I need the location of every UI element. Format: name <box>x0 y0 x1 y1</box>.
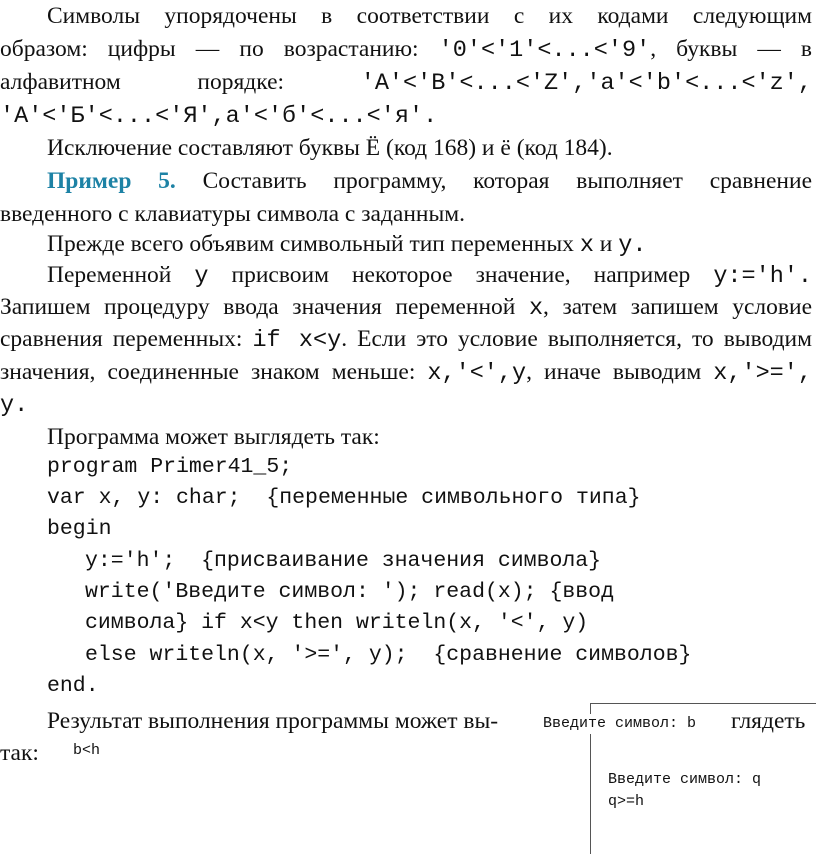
inline-code: y:='h'. <box>713 263 813 290</box>
code-line: program Primer41_5; <box>47 455 293 479</box>
paragraph-5-line-1 <box>0 259 812 293</box>
text-run: присвоим некоторое значение, например <box>231 262 691 288</box>
code-line: write('Введите символ: '); read(x); {ввод <box>85 580 614 604</box>
inline-code: x,'>=', <box>713 360 812 387</box>
paragraph-5-line-2 <box>0 291 812 325</box>
text-run: Прежде всего объявим символьный тип переменных <box>47 231 574 257</box>
text-run: , иначе выводим <box>526 359 702 385</box>
inline-code: '0'<'1'<...<'9' <box>438 37 651 64</box>
paragraph-2 <box>0 132 812 164</box>
text-run: так: <box>0 740 39 766</box>
example-label: Пример 5. <box>47 168 176 194</box>
text-run: Составить программу, которая выполняет сравнение <box>202 168 812 194</box>
code-line: var x, y: char; {переменные символьного типа} <box>47 486 641 510</box>
inline-code: x <box>528 295 544 322</box>
text-run: Переменной <box>47 262 172 288</box>
inline-code: if x<y <box>252 327 342 354</box>
text-run: Символы упорядочены в соответствии с их кодами следующим <box>47 3 812 29</box>
text-run: Исключение составляют буквы Ё (код 168) и ё (код 184). <box>47 135 613 161</box>
text-run: Программа может выглядеть так: <box>47 424 380 450</box>
text-run: алфавитном порядке: <box>0 69 285 95</box>
paragraph-5-line-3 <box>0 323 812 357</box>
inline-code: y <box>194 263 209 290</box>
text-run: введенного с клавиатуры символа с заданным. <box>0 201 466 227</box>
inline-code: 'А'<'Б'<...<'Я',а'<'б'<...<'я'. <box>0 103 438 130</box>
text-run: Результат выполнения программы может вы- <box>47 708 499 734</box>
result-line-2 <box>0 737 39 769</box>
inline-code: 'A'<'B'<...<'Z','a'<'b'<...<'z', <box>360 70 812 97</box>
output-result: b<h <box>73 742 101 759</box>
text-run: и <box>599 231 613 257</box>
paragraph-1-line-2 <box>0 33 812 67</box>
text-run: Запишем процедуру ввода значения переменной <box>0 294 516 320</box>
text-run: сравнения переменных: <box>0 326 243 352</box>
code-line: y:='h'; {присваивание значения символа} <box>85 549 602 573</box>
text-run: глядеть <box>731 708 806 734</box>
paragraph-1-line-3 <box>0 66 812 100</box>
inline-code: y. <box>0 392 29 419</box>
paragraph-6 <box>0 421 812 453</box>
paragraph-1-line-4 <box>0 99 812 133</box>
paragraph-1-line-1 <box>0 0 812 32</box>
output-prompt: Введите символ: b <box>543 715 697 732</box>
result-line-1 <box>47 705 498 737</box>
code-line: begin <box>47 517 112 541</box>
text-run: , буквы — в <box>650 36 812 62</box>
paragraph-5-line-4 <box>0 356 812 390</box>
inline-code: y. <box>618 232 647 259</box>
output-prompt: Введите символ: q <box>608 771 762 788</box>
inline-code: x,'<',y <box>427 360 527 387</box>
text-run: . Если это условие выполняется, то выводим <box>341 326 812 352</box>
text-run: образом: цифры — по возрастанию: <box>0 36 419 62</box>
text-run: значения, соединенные знаком меньше: <box>0 359 416 385</box>
example-task-line-2 <box>0 198 812 230</box>
code-line: символа} if x<y then writeln(x, '<', y) <box>85 611 589 635</box>
example-heading-line <box>0 165 812 197</box>
paragraph-4 <box>0 228 812 262</box>
code-line: else writeln(x, '>=', y); {сравнение символов} <box>85 643 692 667</box>
paragraph-5-line-5 <box>0 388 812 422</box>
output-result: q>=h <box>608 793 645 810</box>
code-line: end. <box>47 674 99 698</box>
text-run: , затем запишем условие <box>543 294 812 320</box>
inline-code: x <box>579 232 594 259</box>
